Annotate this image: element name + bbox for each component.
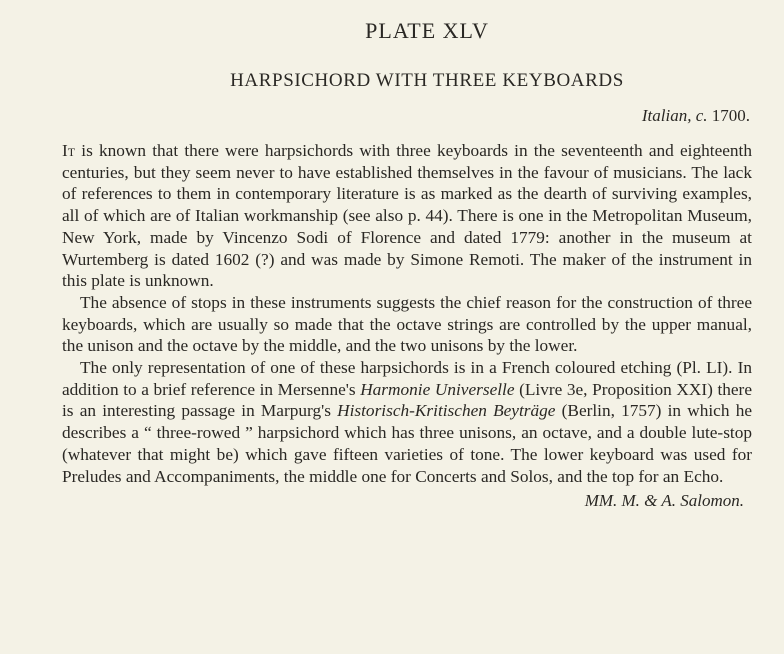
- date-origin: Italian, c.: [641, 106, 708, 125]
- book-title-beytraege: Historisch-Kritischen Beyträge: [337, 401, 556, 421]
- signature: MM. M. & A. Salomon.: [584, 491, 744, 511]
- paragraph-3-part-1: The only representation of one of these harpsichords is in a French coloured etching (Pl. LI). In addition to a brief reference in Mersenne's: [62, 358, 752, 399]
- paragraph-3: [62, 357, 752, 487]
- book-title-harmonie: Harmonie Universelle: [360, 379, 515, 399]
- date-line: [62, 106, 750, 126]
- paragraph-2: The absence of stops in these instruments suggests the chief reason for the construction of three keyboards, which are usually so made that the octave strings are controlled by the upper manual, the unison and the octave by the middle, and the two unisons by the lower.: [62, 292, 752, 356]
- paragraph-1: [62, 140, 752, 292]
- document-page: [62, 18, 752, 511]
- date-year: 1700.: [707, 106, 750, 125]
- paragraph-3-part-2: (Livre 3e, Proposition XXI) there is an interesting passage in Marpurg's: [62, 379, 752, 421]
- paragraph-1-lead: It: [62, 141, 76, 160]
- plate-title: PLATE XLV: [365, 18, 489, 43]
- paragraph-3-part-3: (Berlin, 1757) in which he describes a “ three-rowed ” harpsichord which has three unisons, an octave, and a double lute-stop (whatever that might be) which gave fifteen varieties of tone. The lower keyboard was used for Preludes and Accompaniments, the middle one for Concerts and Solos, and the top for an Echo.: [62, 401, 752, 486]
- paragraph-1-text: is known that there were harpsichords with three keyboards in the seventeenth and eighteenth centuries, but they seem never to have established themselves in the favour of musicians. The lack of references to them in contemporary literature is as marked as the dearth of surviving examples, all of which are of Italian workmanship (see also p. 44). There is one in the Metropolitan Museum, New York, made by Vincenzo Sodi of Florence and dated 1779: another in the museum at Wurtemberg is dated 1602 (?) and was made by Simone Remoti. The maker of the instrument in this plate is unknown.: [62, 141, 752, 291]
- plate-subtitle: HARPSICHORD WITH THREE KEYBOARDS: [230, 70, 624, 91]
- body-text: [62, 140, 752, 487]
